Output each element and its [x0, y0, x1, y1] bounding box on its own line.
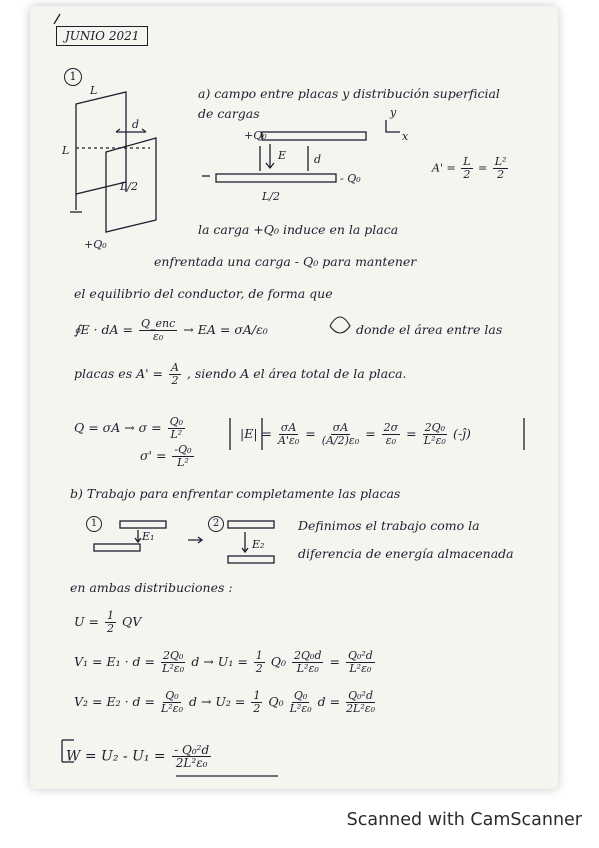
sigma-equation-2: σ' = $\frac{\text{-Q₀}}{\text{L²}}$ [140, 443, 192, 469]
part-a-title-line1: a) campo entre placas y distribución superficial [198, 86, 500, 101]
cross-plus-q: +Q₀ [244, 129, 267, 142]
cross-d: d [314, 153, 322, 166]
energy-definition: U = $\frac{1}{2}$ QV [74, 609, 142, 635]
state-1-marker: 1 [86, 516, 102, 532]
area-note: A' = $\frac{L}{2}$ = $\frac{\text{L²}}{2}$ [432, 155, 507, 181]
e2-label: E₂ [252, 538, 265, 551]
definition-line-3: en ambas distribuciones : [70, 580, 233, 595]
work-result: W = U₂ - U₁ = $\frac{\text{- Q₀²d}}{\text{2L²ε₀}}$ [66, 743, 210, 770]
gauss-equation: ∮E · dA = $\frac{\text{Q\_enc}}{\text{ε₀}}$ → EA = σA/ε₀ [74, 317, 268, 343]
definition-line-2: diferencia de energía almacenada [298, 546, 514, 561]
cross-e: E [278, 149, 287, 162]
axis-x: x [402, 130, 409, 143]
fig-label-l-top: L [90, 84, 98, 97]
state-1-energy: V₁ = E₁ · d = $\frac{\text{2Q₀}}{\text{L²ε₀}}$ d → U₁ = $\frac{1}{2}$ Q₀ $\frac{\text{2Q₀d}}{\text{L²ε₀}}$ = $\frac{\text{Q₀²d}}{\text{L²ε₀}}$ [74, 649, 373, 675]
date-label: JUNIO 2021 [56, 26, 148, 46]
cross-minus-q: - Q₀ [340, 172, 361, 185]
part-b-title: b) Trabajo para enfrentar completamente las placas [70, 486, 401, 501]
fig-label-d: d [132, 118, 140, 131]
e1-label: E₁ [142, 530, 155, 543]
scanner-watermark: Scanned with CamScanner [346, 810, 582, 830]
sigma-equation-1: Q = σA → σ = $\frac{\text{Q₀}}{\text{L²}}$ [74, 415, 184, 441]
field-equation: |E| = $\frac{\sigma A}{\text{A'ε₀}}$ = $\frac{\sigma A}{\text{(A/2)ε₀}}$ = $\frac{2\sigma}{\text{ε₀}}$ = $\frac{\text{2Q₀}}{\text{L²ε₀}}$ (-ĵ) [240, 421, 471, 447]
axis-y: y [390, 106, 397, 119]
state-2-marker: 2 [208, 516, 224, 532]
text-line-2: enfrentada una carga - Q₀ para mantener [154, 254, 417, 269]
scanned-page [30, 6, 558, 789]
text-line-4: donde el área entre las [356, 322, 503, 337]
problem-number: 1 [64, 68, 82, 86]
definition-line-1: Definimos el trabajo como la [298, 518, 480, 533]
fig-label-l-half: L/2 [120, 180, 139, 193]
part-a-title-line2: de cargas [198, 106, 260, 121]
fig-label-q0: +Q₀ [84, 238, 107, 251]
text-line-1: la carga +Q₀ induce en la placa [198, 222, 399, 237]
fig-label-l-left: L [62, 144, 70, 157]
cross-l-half: L/2 [262, 190, 281, 203]
text-line-3: el equilibrio del conductor, de forma que [74, 286, 333, 301]
state-2-energy: V₂ = E₂ · d = $\frac{\text{Q₀}}{\text{L²ε₀}}$ d → U₂ = $\frac{1}{2}$ Q₀ $\frac{\text{Q₀}}{\text{L²ε₀}}$ d = $\frac{\text{Q₀²d}}{\text{2L²ε₀}}$ [74, 689, 376, 715]
text-line-5: placas es A' = $\frac{A}{2}$ , siendo A el área total de la placa. [74, 361, 407, 387]
